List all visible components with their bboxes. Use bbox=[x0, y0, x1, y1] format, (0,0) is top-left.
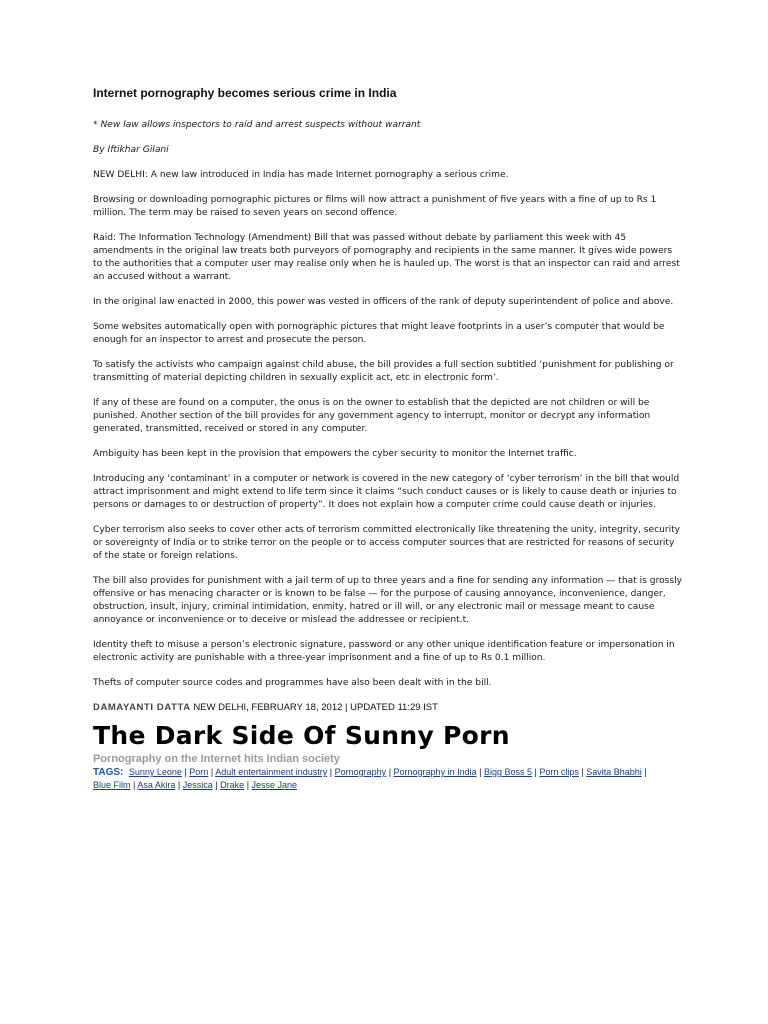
article-paragraph: Thefts of computer source codes and programmes have also been dealt with in the bill. bbox=[93, 678, 492, 688]
article-paragraph: Ambiguity has been kept in the provision that empowers the cyber security to monitor the Internet traffic. bbox=[93, 449, 577, 459]
tag-link[interactable]: Adult entertainment industry bbox=[215, 767, 328, 777]
tags-list: TAGS: Sunny Leone | Porn | Adult entertainment industry | Pornography | Pornography in India | Bigg Boss 5 | Porn clips | Savita Bhabhi | Blue Film | Asa Akira | Jessica | Drake | Jesse Jane bbox=[93, 767, 647, 790]
tag-link[interactable]: Jesse Jane bbox=[251, 780, 298, 790]
article-paragraph: Introducing any ‘contaminant’ in a computer or network is covered in the new category of ‘cyber terrorism’ in the bill that would attract imprisonment and might extend to life term since it claims “such conduct causes or is likely to cause death or injuries to persons or damages to or destruction of property”. It does not explain how a computer crime could cause death or injuries. bbox=[93, 474, 680, 510]
article-byline: By Iftikhar Gilani bbox=[93, 145, 169, 155]
tag-link[interactable]: Savita Bhabhi bbox=[586, 767, 642, 777]
article-paragraph: Browsing or downloading pornographic pictures or films will now attract a punishment of five years with a fine of up to Rs 1 million. The term may be raised to seven years on second offence. bbox=[93, 195, 657, 218]
tag-link[interactable]: Porn bbox=[189, 767, 209, 777]
tags-label: TAGS: bbox=[93, 767, 124, 778]
document-page bbox=[93, 86, 683, 791]
tag-link[interactable]: Bigg Boss 5 bbox=[483, 767, 532, 777]
article-paragraph: Cyber terrorism also seeks to cover other acts of terrorism committed electronically like threatening the unity, integrity, security or sovereignty of India or to strike terror on the people or to access computer sources that are restricted for reasons of security of the state or foreign relations. bbox=[93, 525, 681, 561]
article-subheadline: * New law allows inspectors to raid and arrest suspects without warrant bbox=[93, 120, 421, 130]
tag-link[interactable]: Pornography in India bbox=[393, 767, 477, 777]
article-paragraph: To satisfy the activists who campaign against child abuse, the bill provides a full section subtitled ‘punishment for publishing or transmitting of material depicting children in sexually explicit act, etc in electronic form’. bbox=[93, 360, 674, 383]
story-meta bbox=[93, 702, 683, 713]
article-paragraph: Raid: The Information Technology (Amendment) Bill that was passed without debate by parliament this week with 45 amendments in the original law treats both purveyors of pornography and recipients in the same manner. It gives wide powers to the authorities that a computer user may realise only when he is hauled up. The worst is that an inspector can raid and arrest an accused without a warrant. bbox=[93, 233, 680, 282]
article-paragraph: Some websites automatically open with pornographic pictures that might leave footprints in a user’s computer that would be enough for an inspector to arrest and prosecute the person. bbox=[93, 322, 665, 345]
article-paragraph: If any of these are found on a computer, the onus is on the owner to establish that the depicted are not children or will be punished. Another section of the bill provides for any government agency to interrupt, monitor or decrypt any information generated, transmitted, received or stored in any computer. bbox=[93, 398, 651, 434]
article-paragraph: The bill also provides for punishment with a jail term of up to three years and a fine for sending any information — that is grossly offensive or has menacing character or is known to be false — for the purpose of causing annoyance, inconvenience, danger, obstruction, insult, injury, criminal intimidation, enmity, hatred or ill will, or any electronic mail or message meant to cause annoyance or inconvenience or to deceive or mislead the addressee or recipient.t. bbox=[93, 576, 683, 625]
story-author: DAMAYANTI DATTA bbox=[93, 702, 191, 713]
tag-link[interactable]: Porn clips bbox=[539, 767, 579, 777]
story-tagline: Pornography on the Internet hits Indian society bbox=[93, 753, 340, 765]
tag-link[interactable]: Asa Akira bbox=[137, 780, 176, 790]
article-paragraph: Identity theft to misuse a person’s electronic signature, password or any other unique identification feature or impersonation in electronic activity are punishable with a three-year imprisonment and a fine of up to Rs 0.1 million. bbox=[93, 640, 675, 663]
tag-link[interactable]: Blue Film bbox=[93, 780, 131, 790]
article-headline: Internet pornography becomes serious crime in India bbox=[93, 86, 397, 100]
story-title: The Dark Side Of Sunny Porn bbox=[93, 721, 510, 750]
tag-link[interactable]: Sunny Leone bbox=[128, 767, 182, 777]
article-paragraph: In the original law enacted in 2000, this power was vested in officers of the rank of deputy superintendent of police and above. bbox=[93, 297, 674, 307]
tag-link[interactable]: Drake bbox=[220, 780, 245, 790]
tag-link[interactable]: Pornography bbox=[334, 767, 387, 777]
article-paragraph: NEW DELHI: A new law introduced in India has made Internet pornography a serious crime. bbox=[93, 170, 509, 180]
tag-link[interactable]: Jessica bbox=[182, 780, 213, 790]
story-dateline: NEW DELHI, FEBRUARY 18, 2012 | UPDATED 11:29 IST bbox=[193, 702, 438, 713]
